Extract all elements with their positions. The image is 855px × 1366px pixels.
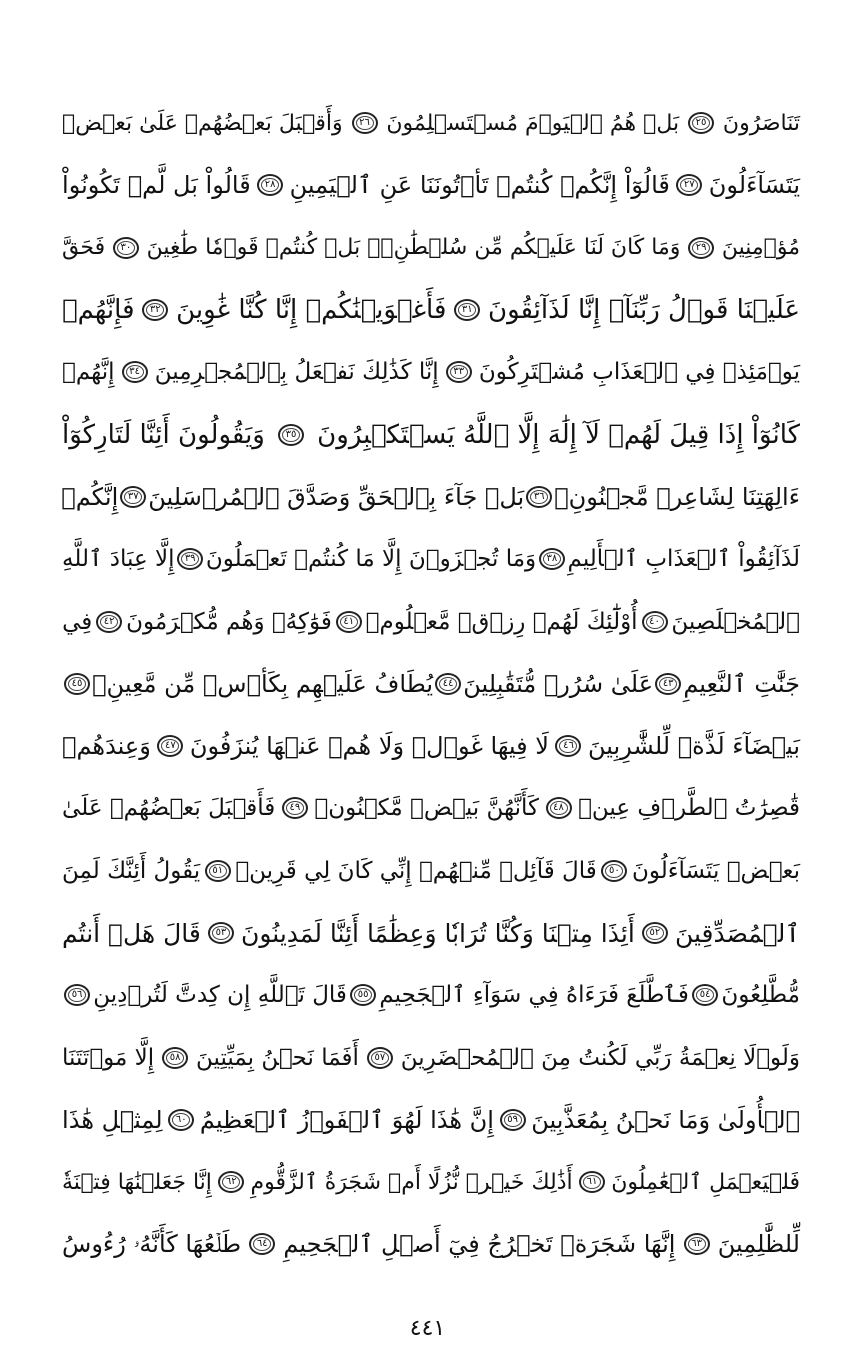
ayah-number-marker (642, 611, 668, 633)
text-line (62, 840, 800, 902)
verse-text: يَوۡمَئِذٖ فِي ٱلۡعَذَابِ مُشۡتَرِكُونَ (478, 359, 800, 386)
ayah-number-marker (278, 424, 304, 446)
text-line (62, 653, 800, 715)
ayah-number: ٢٨ (264, 179, 276, 191)
ayah-number-marker (435, 673, 461, 695)
verse-text: إِلَّا عِبَادَ ٱللَّهِ (62, 546, 175, 573)
page-number: ٤٤١ (409, 1316, 446, 1341)
verse-text: جَنَّٰتِ ٱلنَّعِيمِ (683, 669, 800, 698)
text-line (62, 777, 800, 839)
ayah-number-marker (142, 299, 168, 321)
ayah-number-marker (350, 984, 376, 1006)
ayah-number-marker (177, 548, 203, 570)
verse-text: فِي (62, 608, 93, 635)
ayah-number-marker (546, 797, 572, 819)
ayah-number: ٤٩ (289, 802, 301, 814)
ayah-number: ٦٠ (175, 1113, 187, 1125)
ayah-number: ٢٥ (695, 117, 707, 129)
ayah-number: ٥١ (212, 864, 224, 876)
text-line (62, 92, 800, 154)
verse-text: إِلَّا مَوۡتَتَنَا (62, 1044, 155, 1071)
verse-text: قَالَ هَلۡ أَنتُم (62, 918, 201, 948)
verse-text: وَيَقُولُونَ أَئِنَّا لَتَارِكُوٓاْ (62, 419, 265, 450)
verse-text: قَٰصِرَٰتُ ٱلطَّرۡفِ عِينٞ (578, 795, 800, 822)
text-line (62, 715, 800, 777)
text-line (62, 1089, 800, 1151)
ayah-number-marker (352, 112, 378, 134)
verse-text: فَأَقۡبَلَ بَعۡضُهُمۡ عَلَىٰ (62, 795, 276, 822)
verse-text: فَلۡيَعۡمَلِ ٱلۡعَٰمِلُونَ (611, 1169, 800, 1195)
ayah-number: ٥٣ (215, 927, 227, 938)
ayah-number-marker (555, 735, 581, 757)
ayah-number-marker (64, 984, 90, 1006)
ayah-number-marker (601, 860, 627, 882)
verse-text: وَمَا تُجۡزَوۡنَ إِلَّا مَا كُنتُمۡ تَعۡمَلُونَ (205, 546, 537, 573)
verse-text: قَالَ تَٱللَّهِ إِن كِدتَّ لَتُرۡدِينِ (93, 982, 347, 1009)
ayah-number: ٥٢ (649, 927, 661, 938)
verse-text: ٱلۡمُصَدِّقِينَ (674, 918, 800, 948)
text-line (62, 1026, 800, 1088)
ayah-number: ٣٤ (129, 366, 141, 378)
ayah-number: ٤٦ (563, 740, 574, 752)
ayah-number: ٦٤ (256, 1238, 268, 1250)
ayah-number-marker (208, 922, 234, 944)
ayah-number: ٦٣ (691, 1238, 702, 1250)
verse-text: طَلۡعُهَا كَأَنَّهُۥ رُءُوسُ (62, 1230, 242, 1259)
verse-text: لَذَآئِقُواْ ٱلۡعَذَابِ ٱلۡأَلِيمِ (567, 546, 800, 573)
text-line (62, 902, 800, 964)
verse-text: وَأَقۡبَلَ بَعۡضُهُمۡ عَلَىٰ بَعۡضٖ (62, 110, 343, 136)
verse-text: لِمِثۡلِ هَٰذَا (62, 1105, 163, 1134)
quran-text-block (62, 92, 800, 1276)
verse-text: بَلۡ هُمُ ٱلۡيَوۡمَ مُسۡتَسۡلِمُونَ (386, 110, 680, 136)
ayah-number: ٥٤ (699, 989, 711, 1001)
ayah-number: ٣٧ (127, 490, 139, 502)
ayah-number: ٣٩ (184, 553, 196, 565)
ayah-number-marker (454, 299, 480, 321)
ayah-number: ٣١ (461, 304, 473, 316)
ayah-number-marker (500, 1109, 526, 1131)
ayah-number-marker (688, 237, 714, 259)
verse-text: قَالَ قَآئِلٞ مِّنۡهُمۡ إِنِّي كَانَ لِي قَرِينٞ (235, 857, 597, 884)
text-line (62, 341, 800, 403)
verse-text: مُّطَّلِعُونَ (721, 982, 800, 1009)
verse-text: إِنَّا جَعَلۡنَٰهَا فِتۡنَةٗ (62, 1169, 212, 1195)
ayah-number: ٦١ (586, 1176, 598, 1188)
ayah-number: ٤٤ (442, 677, 454, 689)
verse-text: أَفَمَا نَحۡنُ بِمَيِّتِينَ (196, 1044, 359, 1071)
verse-text: كَانُوٓاْ إِذَا قِيلَ لَهُمۡ لَآ إِلَٰهَ إِلَّا ٱللَّهُ يَسۡتَكۡبِرُونَ (317, 419, 800, 450)
ayah-number: ٤٨ (553, 802, 564, 814)
verse-text: إِنَّ هَٰذَا لَهُوَ ٱلۡفَوۡزُ ٱلۡعَظِيمُ (199, 1105, 494, 1134)
verse-text: يُطَافُ عَلَيۡهِم بِكَأۡسٖ مِّن مَّعِينِۭ (92, 669, 433, 698)
verse-text: وَلَوۡلَا نِعۡمَةُ رَبِّي لَكُنتُ مِنَ ٱلۡمُحۡضَرِينَ (400, 1044, 800, 1071)
ayah-number-marker (692, 984, 718, 1006)
verse-text: فَأَغۡوَيۡنَٰكُمۡ إِنَّا كُنَّا غَٰوِينَ (176, 295, 447, 326)
ayah-number: ٤٣ (662, 677, 674, 689)
ayah-number: ٥٦ (71, 989, 83, 1001)
verse-text: أَئِذَا مِتۡنَا وَكُنَّا تُرَابٗا وَعِظَٰمًا أَئِنَّا لَمَدِينُونَ (241, 918, 635, 948)
ayah-number-marker (122, 361, 148, 383)
ayah-number: ٣٣ (453, 366, 465, 378)
ayah-number-marker (336, 611, 362, 633)
ayah-number-marker (579, 1171, 605, 1193)
ayah-number: ٥٠ (608, 864, 620, 876)
verse-text: تَنَاصَرُونَ (722, 110, 800, 136)
ayah-number: ٢٦ (359, 117, 370, 129)
verse-text: بَعۡضٖ يَتَسَآءَلُونَ (631, 857, 800, 884)
ayah-number: ٣٠ (120, 241, 132, 253)
verse-text: ٱلۡمُخۡلَصِينَ (671, 608, 800, 635)
verse-text: إِنَّهُمۡ (62, 359, 115, 386)
ayah-number-marker (642, 922, 668, 944)
ayah-number-marker (96, 611, 122, 633)
ayah-number: ٤٢ (103, 615, 115, 627)
ayah-number: ٤٧ (164, 740, 176, 752)
ayah-number: ٥٥ (357, 989, 369, 1001)
text-line (62, 964, 800, 1026)
verse-text: لَا فِيهَا غَوۡلٞ وَلَا هُمۡ عَنۡهَا يُنزَفُونَ (189, 732, 549, 761)
text-line (62, 279, 800, 341)
verse-text: ٱلۡأُولَىٰ وَمَا نَحۡنُ بِمُعَذَّبِينَ (531, 1105, 800, 1134)
verse-text: وَمَا كَانَ لَنَا عَلَيۡكُم مِّن سُلۡطَٰنِۭۖ بَلۡ كُنتُمۡ قَوۡمٗا طَٰغِينَ (146, 235, 681, 261)
verse-text: أَذَٰلِكَ خَيۡرٞ نُّزُلًا أَمۡ شَجَرَةُ ٱلزَّقُّومِ (250, 1169, 573, 1195)
ayah-number-marker (205, 860, 231, 882)
verse-text: إِنَّا كَذَٰلِكَ نَفۡعَلُ بِٱلۡمُجۡرِمِينَ (154, 359, 439, 386)
verse-text: فَوَٰكِهُۖ وَهُم مُّكۡرَمُونَ (126, 608, 332, 635)
ayah-number-marker (367, 1047, 393, 1069)
ayah-number-marker (655, 673, 681, 695)
ayah-number-marker (157, 735, 183, 757)
ayah-number-marker (282, 797, 308, 819)
ayah-number: ٤٥ (71, 677, 83, 689)
text-line (62, 466, 800, 528)
text-line (62, 528, 800, 590)
verse-text: بَلۡ جَآءَ بِٱلۡحَقِّ وَصَدَّقَ ٱلۡمُرۡسَلِينَ (148, 482, 525, 511)
ayah-number-marker (113, 237, 139, 259)
ayah-number-marker (539, 548, 565, 570)
verse-text: فَإِنَّهُمۡ (62, 295, 135, 326)
verse-text: قَالُوٓاْ إِنَّكُمۡ كُنتُمۡ تَأۡتُونَنَا عَنِ ٱلۡيَمِينِ (289, 171, 670, 200)
ayah-number-marker (162, 1047, 188, 1069)
ayah-number-marker (684, 1233, 710, 1255)
verse-text: قَالُواْ بَل لَّمۡ تَكُونُواْ (62, 171, 251, 200)
verse-text: مُؤۡمِنِينَ (721, 235, 800, 261)
ayah-number-marker (526, 486, 552, 508)
text-line (62, 403, 800, 465)
verse-text: عَلَىٰ سُرُرٖ مُّتَقَٰبِلِينَ (463, 669, 654, 698)
verse-text: إِنَّكُمۡ (61, 482, 119, 511)
text-line (62, 217, 800, 279)
text-line (62, 1151, 800, 1213)
ayah-number: ٣٥ (285, 428, 297, 440)
verse-text: بَيۡضَآءَ لَذَّةٖ لِّلشَّٰرِبِينَ (588, 732, 800, 761)
text-line (62, 154, 800, 216)
verse-text: كَأَنَّهُنَّ بَيۡضٞ مَّكۡنُونٞ (314, 795, 539, 822)
ayah-number: ٦٢ (225, 1176, 237, 1188)
ayah-number: ٣٦ (533, 490, 545, 502)
verse-text: يَقُولُ أَئِنَّكَ لَمِنَ (62, 857, 201, 884)
ayah-number: ٥٧ (374, 1051, 386, 1063)
ayah-number: ٥٨ (169, 1051, 181, 1063)
ayah-number-marker (218, 1171, 244, 1193)
verse-text: فَحَقَّ (62, 235, 106, 261)
verse-text: إِنَّهَا شَجَرَةٞ تَخۡرُجُ فِيٓ أَصۡلِ ٱلۡجَحِيمِ (283, 1230, 676, 1259)
verse-text: ءَالِهَتِنَا لِشَاعِرٖ مَّجۡنُونِۭ (554, 482, 800, 511)
verse-text: فَٱطَّلَعَ فَرَءَاهُ فِي سَوَآءِ ٱلۡجَحِيمِ (379, 982, 689, 1009)
ayah-number-marker (249, 1233, 275, 1255)
ayah-number: ٢٩ (695, 241, 707, 253)
ayah-number-marker (676, 174, 702, 196)
verse-text: عَلَيۡنَا قَوۡلُ رَبِّنَآۖ إِنَّا لَذَآئِقُونَ (488, 295, 800, 326)
ayah-number: ٤٠ (649, 615, 660, 627)
ayah-number-marker (446, 361, 472, 383)
verse-text: وَعِندَهُمۡ (62, 732, 151, 761)
text-line (62, 590, 800, 652)
ayah-number: ٥٩ (507, 1113, 518, 1125)
ayah-number-marker (257, 174, 283, 196)
ayah-number: ٣٨ (546, 553, 558, 565)
ayah-number-marker (168, 1109, 194, 1131)
ayah-number-marker (120, 486, 146, 508)
verse-text: أُوْلَٰٓئِكَ لَهُمۡ رِزۡقٞ مَّعۡلُومٞ (365, 608, 638, 635)
ayah-number: ٣٢ (149, 304, 161, 316)
ayah-number-marker (64, 673, 90, 695)
ayah-number: ٤١ (343, 615, 355, 627)
text-line (62, 1213, 800, 1275)
verse-text: لِّلظَّٰلِمِينَ (717, 1230, 800, 1259)
ayah-number-marker (688, 112, 714, 134)
verse-text: يَتَسَآءَلُونَ (708, 171, 800, 200)
ayah-number: ٢٧ (683, 179, 695, 191)
